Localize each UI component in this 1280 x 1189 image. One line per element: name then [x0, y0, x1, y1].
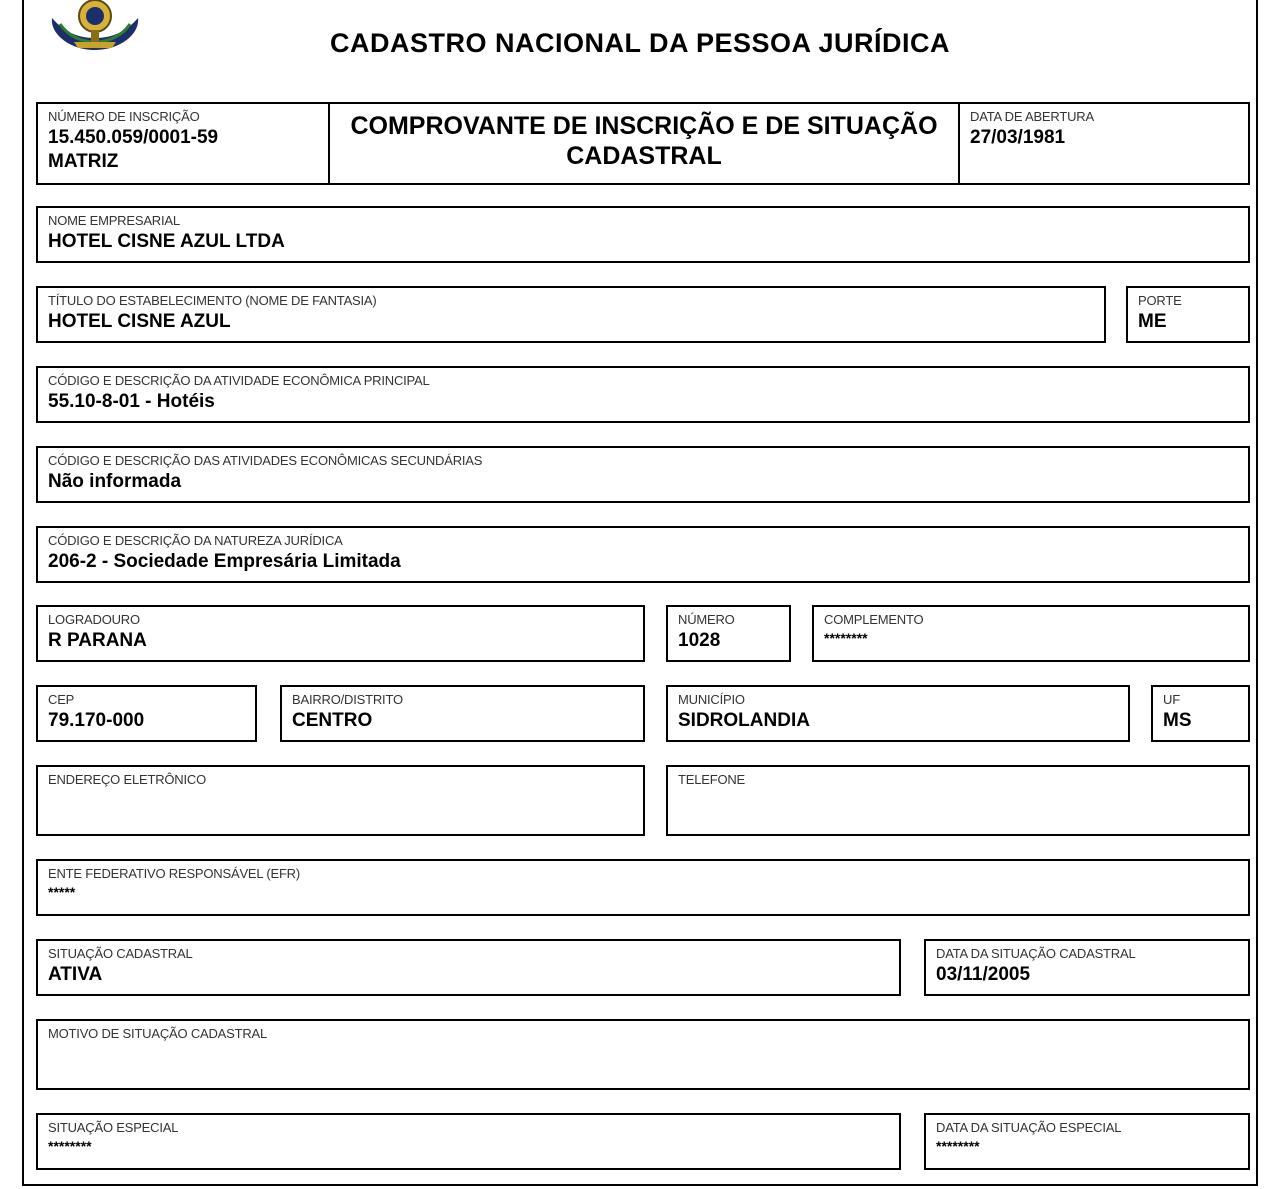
email-label: ENDEREÇO ELETRÔNICO	[48, 772, 207, 787]
logradouro-box	[36, 605, 645, 662]
titulo-label: TÍTULO DO ESTABELECIMENTO (NOME DE FANTASIA)	[48, 293, 377, 308]
inscricao-type: MATRIZ	[48, 151, 119, 172]
uf-value: MS	[1163, 710, 1192, 731]
telefone-box	[666, 765, 1250, 836]
titulo-value: HOTEL CISNE AZUL	[48, 311, 231, 332]
data-situacao-especial-box	[924, 1113, 1250, 1170]
situacao-box	[36, 939, 901, 996]
data-situacao-label: DATA DA SITUAÇÃO CADASTRAL	[936, 946, 1136, 961]
comprovante-title-box	[328, 102, 960, 185]
data-situacao-especial-value: ********	[936, 1138, 980, 1154]
efr-box	[36, 859, 1250, 916]
municipio-label: MUNICÍPIO	[678, 692, 745, 707]
bairro-label: BAIRRO/DISTRITO	[292, 692, 403, 707]
inscricao-value: 15.450.059/0001-59	[48, 127, 219, 148]
data-situacao-especial-label: DATA DA SITUAÇÃO ESPECIAL	[936, 1120, 1122, 1135]
atividades-secundarias-box	[36, 446, 1250, 503]
efr-label: ENTE FEDERATIVO RESPONSÁVEL (EFR)	[48, 866, 300, 881]
complemento-label: COMPLEMENTO	[824, 612, 924, 627]
atividades-secundarias-label: CÓDIGO E DESCRIÇÃO DAS ATIVIDADES ECONÔMICAS SECUNDÁRIAS	[48, 453, 483, 468]
porte-value: ME	[1138, 311, 1167, 332]
nome-empresarial-box	[36, 206, 1250, 263]
nome-empresarial-label: NOME EMPRESARIAL	[48, 213, 180, 228]
titulo-box	[36, 286, 1106, 343]
cep-box	[36, 685, 257, 742]
motivo-box	[36, 1019, 1250, 1090]
bairro-value: CENTRO	[292, 710, 373, 731]
situacao-especial-value: ********	[48, 1138, 92, 1154]
data-situacao-box	[924, 939, 1250, 996]
atividade-principal-box	[36, 366, 1250, 423]
abertura-label: DATA DE ABERTURA	[970, 109, 1094, 124]
natureza-juridica-box	[36, 526, 1250, 583]
numero-box	[666, 605, 791, 662]
situacao-especial-box	[36, 1113, 901, 1170]
logradouro-label: LOGRADOURO	[48, 612, 140, 627]
complemento-value: ********	[824, 630, 868, 646]
atividade-principal-label: CÓDIGO E DESCRIÇÃO DA ATIVIDADE ECONÔMICA PRINCIPAL	[48, 373, 430, 388]
document-title: CADASTRO NACIONAL DA PESSOA JURÍDICA	[329, 28, 951, 58]
numero-label: NÚMERO	[678, 612, 735, 627]
natureza-juridica-value: 206-2 - Sociedade Empresária Limitada	[48, 551, 401, 572]
cep-value: 79.170-000	[48, 710, 145, 731]
cep-label: CEP	[48, 692, 75, 707]
situacao-especial-label: SITUAÇÃO ESPECIAL	[48, 1120, 179, 1135]
abertura-box	[958, 102, 1250, 185]
inscricao-box	[36, 102, 330, 185]
comprovante-title: COMPROVANTE DE INSCRIÇÃO E DE SITUAÇÃO CADASTRAL	[350, 112, 938, 170]
bairro-box	[280, 685, 645, 742]
natureza-juridica-label: CÓDIGO E DESCRIÇÃO DA NATUREZA JURÍDICA	[48, 533, 343, 548]
atividades-secundarias-value: Não informada	[48, 471, 182, 492]
nome-empresarial-value: HOTEL CISNE AZUL LTDA	[48, 231, 285, 252]
data-situacao-value: 03/11/2005	[936, 964, 1031, 985]
motivo-label: MOTIVO DE SITUAÇÃO CADASTRAL	[48, 1026, 268, 1041]
numero-value: 1028	[678, 630, 721, 651]
email-box	[36, 765, 645, 836]
telefone-label: TELEFONE	[678, 772, 746, 787]
complemento-box	[812, 605, 1250, 662]
atividade-principal-value: 55.10-8-01 - Hotéis	[48, 391, 215, 412]
abertura-value: 27/03/1981	[970, 127, 1066, 148]
logradouro-value: R PARANA	[48, 630, 147, 651]
porte-box	[1126, 286, 1250, 343]
situacao-value: ATIVA	[48, 964, 103, 985]
uf-box	[1151, 685, 1250, 742]
uf-label: UF	[1163, 692, 1180, 707]
porte-label: PORTE	[1138, 293, 1182, 308]
municipio-value: SIDROLANDIA	[678, 710, 810, 731]
efr-value: *****	[48, 884, 76, 900]
inscricao-label: NÚMERO DE INSCRIÇÃO	[48, 109, 200, 124]
municipio-box	[666, 685, 1130, 742]
situacao-label: SITUAÇÃO CADASTRAL	[48, 946, 193, 961]
